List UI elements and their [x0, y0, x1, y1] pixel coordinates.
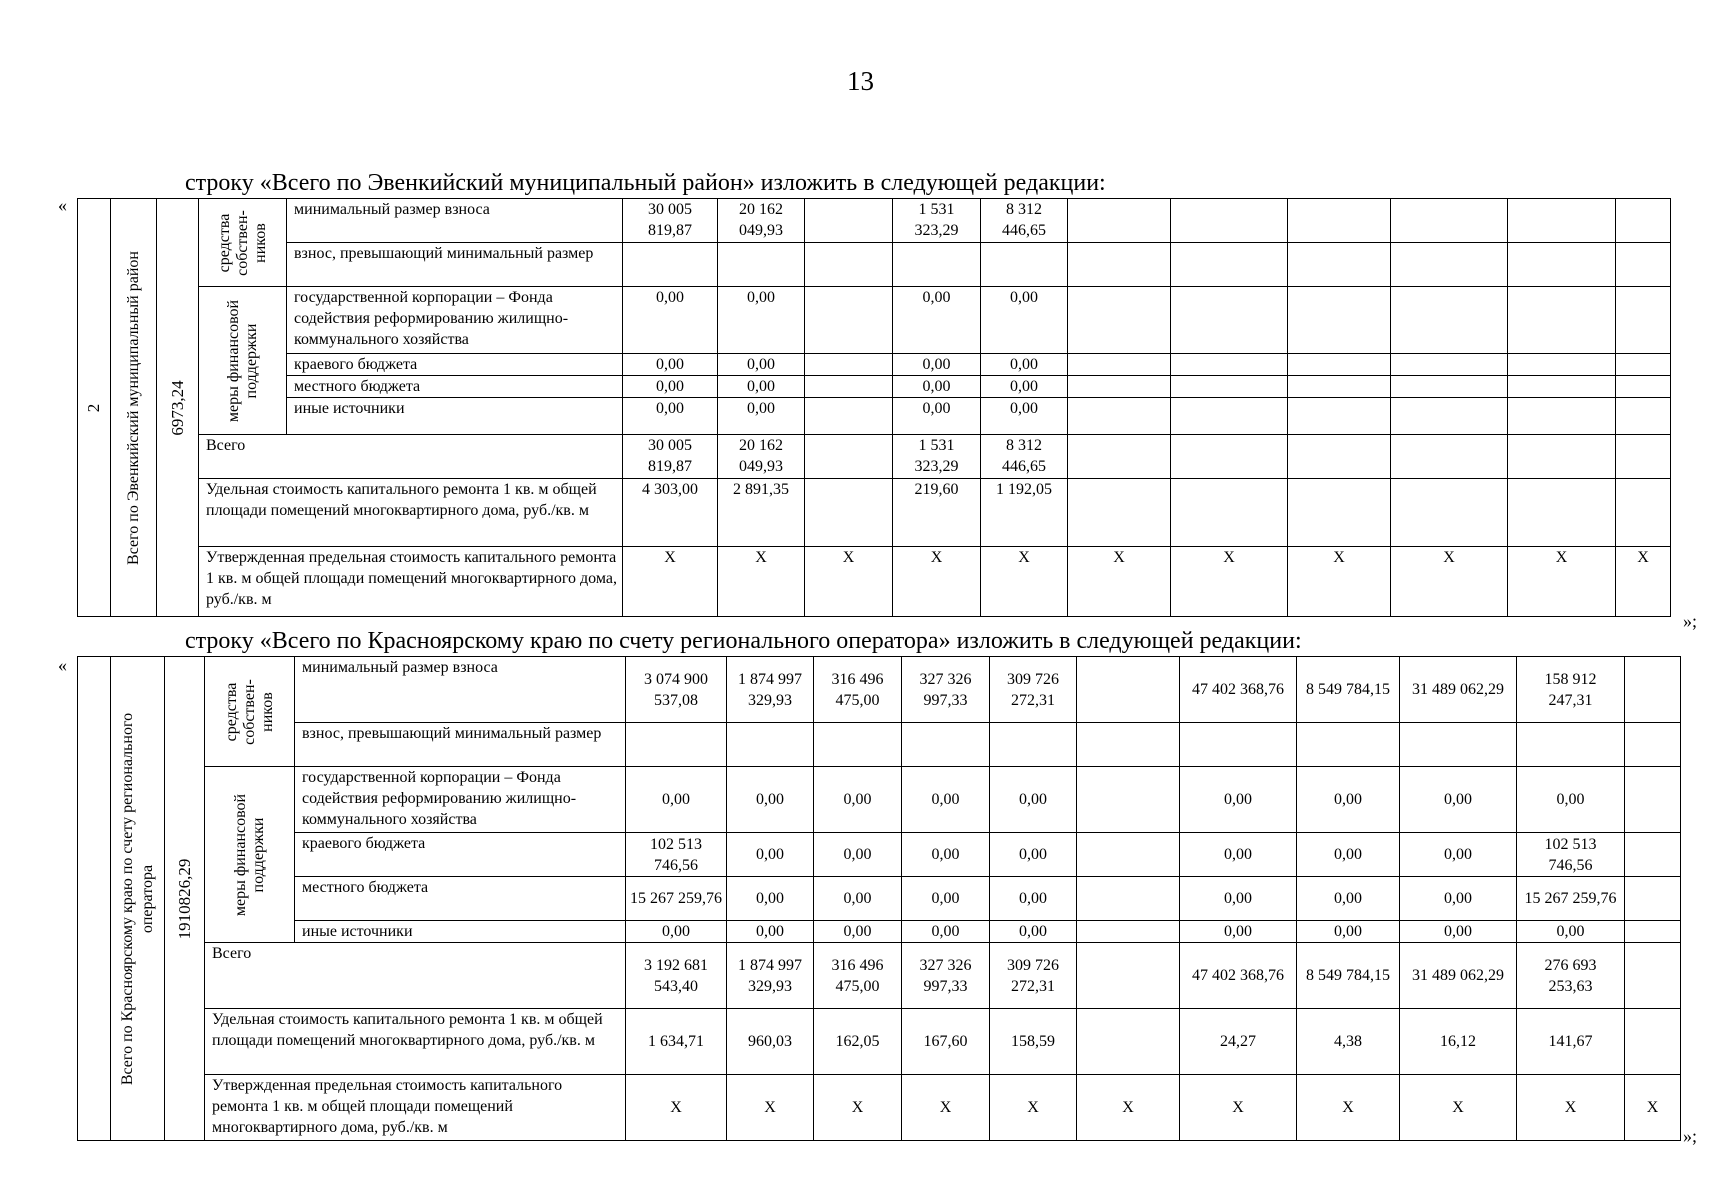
value-cell: 3 192 681 543,40	[626, 943, 727, 1009]
value-cell: X	[893, 547, 981, 617]
area-name-cell	[111, 657, 165, 1141]
value-cell	[1625, 943, 1681, 1009]
value-cell: 47 402 368,76	[1180, 943, 1297, 1009]
value-cell: 15 267 259,76	[1517, 877, 1625, 921]
row-label: государственной корпорации – Фонда содействия реформированию жилищно-коммунального хозяйства	[287, 287, 623, 354]
value-cell	[805, 398, 893, 435]
value-cell	[805, 243, 893, 287]
value-cell	[1077, 767, 1180, 833]
value-cell	[1171, 354, 1288, 376]
value-cell: 309 726 272,31	[990, 657, 1077, 723]
value-cell: 0,00	[718, 287, 805, 354]
row-label: местного бюджета	[295, 877, 626, 921]
value-cell: 158 912 247,31	[1517, 657, 1625, 723]
value-cell: 4,38	[1297, 1009, 1400, 1075]
value-cell	[1068, 199, 1171, 243]
value-cell: 0,00	[893, 287, 981, 354]
row-excess-contribution	[78, 243, 1671, 287]
value-cell: 8 312 446,65	[981, 435, 1068, 479]
value-cell	[623, 243, 718, 287]
value-cell	[1068, 376, 1171, 398]
value-cell: 0,00	[727, 833, 814, 877]
value-cell	[1171, 287, 1288, 354]
value-cell: X	[1171, 547, 1288, 617]
value-cell: 0,00	[814, 877, 902, 921]
row-unit-cost	[78, 1009, 1681, 1075]
value-cell: 0,00	[893, 376, 981, 398]
value-cell: 1 634,71	[626, 1009, 727, 1075]
value-cell	[1077, 723, 1180, 767]
value-cell	[1288, 479, 1391, 547]
value-cell: X	[1616, 547, 1671, 617]
row-label: взнос, превышающий минимальный размер	[287, 243, 623, 287]
value-cell	[1297, 723, 1400, 767]
value-cell: 0,00	[990, 833, 1077, 877]
area-name: Всего по Красноярскому краю по счету регионального оператора	[118, 712, 156, 1085]
row-label: Удельная стоимость капитального ремонта 1 кв. м общей площади помещений многоквартирного дома, руб./кв. м	[205, 1009, 626, 1075]
row-regional-budget	[78, 833, 1681, 877]
value-cell	[1616, 479, 1671, 547]
area-name-cell	[111, 199, 157, 617]
value-cell: 327 326 997,33	[902, 943, 990, 1009]
section2-body	[78, 657, 1681, 1141]
value-cell	[718, 243, 805, 287]
value-cell: X	[1077, 1075, 1180, 1141]
value-cell: 0,00	[990, 877, 1077, 921]
value-cell: 20 162 049,93	[718, 435, 805, 479]
value-cell: X	[1625, 1075, 1681, 1141]
value-cell: 0,00	[1517, 921, 1625, 943]
value-cell	[1077, 833, 1180, 877]
value-cell: X	[1508, 547, 1616, 617]
value-cell	[1077, 943, 1180, 1009]
row-min-contribution	[78, 199, 1671, 243]
value-cell	[990, 723, 1077, 767]
value-cell	[1288, 243, 1391, 287]
section1-heading: строку «Всего по Эвенкийский муниципальный район» изложить в следующей редакции:	[185, 170, 1106, 196]
row-label: Всего	[199, 435, 623, 479]
value-cell: X	[902, 1075, 990, 1141]
section2-heading: строку «Всего по Красноярскому краю по счету регионального оператора» изложить в следующей редакции:	[185, 628, 1302, 654]
value-cell: 1 874 997 329,93	[727, 943, 814, 1009]
support-cell	[205, 767, 295, 943]
value-cell	[1077, 1009, 1180, 1075]
value-cell: 0,00	[902, 877, 990, 921]
row-label: минимальный размер взноса	[295, 657, 626, 723]
value-cell: X	[814, 1075, 902, 1141]
value-cell: 0,00	[981, 287, 1068, 354]
row-label: Утвержденная предельная стоимость капитального ремонта 1 кв. м общей площади помещений многоквартирного дома, руб./кв. м	[205, 1075, 626, 1141]
value-cell: 0,00	[626, 921, 727, 943]
value-cell: 1 531 323,29	[893, 435, 981, 479]
value-cell: 0,00	[623, 287, 718, 354]
value-cell	[1508, 376, 1616, 398]
value-cell: 0,00	[1297, 833, 1400, 877]
value-cell: X	[1288, 547, 1391, 617]
value-cell: 0,00	[727, 921, 814, 943]
value-cell	[1288, 398, 1391, 435]
value-cell: 141,67	[1517, 1009, 1625, 1075]
value-cell: 327 326 997,33	[902, 657, 990, 723]
value-cell	[1625, 657, 1681, 723]
value-cell: 0,00	[981, 398, 1068, 435]
value-cell	[1180, 723, 1297, 767]
value-cell	[1391, 199, 1508, 243]
value-cell: 158,59	[990, 1009, 1077, 1075]
row-label: Утвержденная предельная стоимость капитального ремонта 1 кв. м общей площади помещений многоквартирного дома, руб./кв. м	[199, 547, 623, 617]
value-cell	[1391, 479, 1508, 547]
value-cell	[1171, 199, 1288, 243]
value-cell	[1171, 435, 1288, 479]
value-cell: X	[727, 1075, 814, 1141]
value-cell	[805, 354, 893, 376]
section2-close-quote: »;	[1683, 1126, 1698, 1146]
value-cell: 30 005 819,87	[623, 435, 718, 479]
value-cell: 31 489 062,29	[1400, 657, 1517, 723]
value-cell: 20 162 049,93	[718, 199, 805, 243]
row-regional-budget	[78, 354, 1671, 376]
value-cell: 3 074 900 537,08	[626, 657, 727, 723]
value-cell: 0,00	[902, 833, 990, 877]
value-cell	[1616, 435, 1671, 479]
value-cell: X	[626, 1075, 727, 1141]
row-total	[78, 435, 1671, 479]
row-other-sources	[78, 921, 1681, 943]
area-value-cell	[165, 657, 205, 1141]
value-cell	[1171, 243, 1288, 287]
value-cell	[1616, 354, 1671, 376]
value-cell	[1508, 287, 1616, 354]
section1-body	[78, 199, 1671, 617]
row-state-corp	[78, 287, 1671, 354]
value-cell: 0,00	[893, 398, 981, 435]
value-cell: 0,00	[814, 921, 902, 943]
value-cell: X	[623, 547, 718, 617]
page-number: 13	[847, 66, 874, 96]
value-cell: 8 549 784,15	[1297, 657, 1400, 723]
support-label: меры финансовой поддержки	[224, 299, 260, 422]
value-cell: X	[1297, 1075, 1400, 1141]
value-cell: 0,00	[727, 877, 814, 921]
value-cell: 0,00	[718, 354, 805, 376]
value-cell	[626, 723, 727, 767]
row-label: минимальный размер взноса	[287, 199, 623, 243]
value-cell: 2 891,35	[718, 479, 805, 547]
row-state-corp	[78, 767, 1681, 833]
value-cell	[1068, 435, 1171, 479]
value-cell: 0,00	[902, 767, 990, 833]
value-cell: 0,00	[1180, 833, 1297, 877]
value-cell: 15 267 259,76	[626, 877, 727, 921]
value-cell	[1616, 398, 1671, 435]
row-local-budget	[78, 877, 1681, 921]
value-cell	[1625, 921, 1681, 943]
value-cell	[1077, 657, 1180, 723]
value-cell: 0,00	[814, 833, 902, 877]
value-cell	[1391, 243, 1508, 287]
row-label: местного бюджета	[287, 376, 623, 398]
value-cell	[805, 479, 893, 547]
value-cell	[1288, 287, 1391, 354]
value-cell	[1171, 479, 1288, 547]
value-cell: X	[1068, 547, 1171, 617]
value-cell: 0,00	[981, 376, 1068, 398]
value-cell: 0,00	[1400, 877, 1517, 921]
value-cell: 0,00	[626, 767, 727, 833]
value-cell: 0,00	[1517, 767, 1625, 833]
support-cell	[199, 287, 287, 435]
value-cell: 0,00	[814, 767, 902, 833]
value-cell	[1508, 435, 1616, 479]
row-label: Всего	[205, 943, 626, 1009]
row-local-budget	[78, 376, 1671, 398]
value-cell	[1068, 354, 1171, 376]
value-cell	[1171, 398, 1288, 435]
owner-funds-label: средства собствен-ников	[222, 678, 276, 745]
value-cell: 24,27	[1180, 1009, 1297, 1075]
value-cell	[805, 435, 893, 479]
value-cell: 1 531 323,29	[893, 199, 981, 243]
value-cell: 0,00	[623, 354, 718, 376]
value-cell: 1 874 997 329,93	[727, 657, 814, 723]
value-cell	[1616, 199, 1671, 243]
value-cell	[893, 243, 981, 287]
area-value-cell	[157, 199, 199, 617]
value-cell: 31 489 062,29	[1400, 943, 1517, 1009]
value-cell: 276 693 253,63	[1517, 943, 1625, 1009]
section1-open-quote: «	[58, 195, 67, 215]
value-cell: 0,00	[1180, 921, 1297, 943]
value-cell: 0,00	[718, 398, 805, 435]
value-cell: 0,00	[623, 376, 718, 398]
value-cell: 8 549 784,15	[1297, 943, 1400, 1009]
value-cell	[1077, 877, 1180, 921]
value-cell	[1400, 723, 1517, 767]
owner-funds-cell	[199, 199, 287, 287]
value-cell: 102 513 746,56	[1517, 833, 1625, 877]
row-label: краевого бюджета	[287, 354, 623, 376]
row-label: краевого бюджета	[295, 833, 626, 877]
value-cell	[805, 199, 893, 243]
value-cell: 4 303,00	[623, 479, 718, 547]
value-cell	[1508, 354, 1616, 376]
value-cell	[1077, 921, 1180, 943]
value-cell: 0,00	[990, 767, 1077, 833]
value-cell	[1625, 833, 1681, 877]
support-label: меры финансовой поддержки	[231, 793, 267, 916]
value-cell	[1288, 435, 1391, 479]
value-cell: X	[990, 1075, 1077, 1141]
value-cell	[1391, 398, 1508, 435]
section2-table	[77, 656, 1681, 1141]
area-value: 6973,24	[167, 379, 187, 436]
value-cell	[1391, 287, 1508, 354]
value-cell	[1616, 287, 1671, 354]
row-total	[78, 943, 1681, 1009]
value-cell: X	[718, 547, 805, 617]
value-cell	[1508, 479, 1616, 547]
value-cell: X	[1391, 547, 1508, 617]
value-cell	[1625, 877, 1681, 921]
row-limit-cost	[78, 1075, 1681, 1141]
row-excess-contribution	[78, 723, 1681, 767]
value-cell: 16,12	[1400, 1009, 1517, 1075]
row-min-contribution	[78, 657, 1681, 723]
value-cell: 316 496 475,00	[814, 943, 902, 1009]
value-cell	[1068, 243, 1171, 287]
value-cell	[1288, 376, 1391, 398]
value-cell	[805, 376, 893, 398]
value-cell: 960,03	[727, 1009, 814, 1075]
row-label: иные источники	[295, 921, 626, 943]
row-limit-cost	[78, 547, 1671, 617]
value-cell: X	[1400, 1075, 1517, 1141]
value-cell: 0,00	[718, 376, 805, 398]
area-value: 1910826,29	[174, 858, 194, 939]
value-cell	[1508, 243, 1616, 287]
value-cell: 0,00	[1400, 833, 1517, 877]
value-cell: X	[981, 547, 1068, 617]
value-cell	[1616, 376, 1671, 398]
value-cell: 167,60	[902, 1009, 990, 1075]
value-cell	[814, 723, 902, 767]
row-number-cell	[78, 657, 111, 1141]
value-cell: 47 402 368,76	[1180, 657, 1297, 723]
value-cell	[727, 723, 814, 767]
value-cell	[1517, 723, 1625, 767]
value-cell: 0,00	[1180, 767, 1297, 833]
row-unit-cost	[78, 479, 1671, 547]
row-label: взнос, превышающий минимальный размер	[295, 723, 626, 767]
owner-funds-cell	[205, 657, 295, 767]
value-cell	[902, 723, 990, 767]
value-cell	[1508, 398, 1616, 435]
section1-table	[77, 198, 1671, 617]
value-cell: 219,60	[893, 479, 981, 547]
value-cell	[1288, 199, 1391, 243]
value-cell	[1391, 354, 1508, 376]
value-cell	[1391, 376, 1508, 398]
value-cell: 162,05	[814, 1009, 902, 1075]
value-cell	[1508, 199, 1616, 243]
value-cell: 0,00	[623, 398, 718, 435]
area-name: Всего по Эвенкийский муниципальный район	[124, 250, 142, 565]
value-cell: 0,00	[981, 354, 1068, 376]
row-label: Удельная стоимость капитального ремонта 1 кв. м общей площади помещений многоквартирного дома, руб./кв. м	[199, 479, 623, 547]
value-cell	[805, 287, 893, 354]
row-label: иные источники	[287, 398, 623, 435]
value-cell: 102 513 746,56	[626, 833, 727, 877]
value-cell	[1625, 723, 1681, 767]
owner-funds-label: средства собствен-ников	[215, 209, 269, 276]
value-cell: 309 726 272,31	[990, 943, 1077, 1009]
row-label: государственной корпорации – Фонда содействия реформированию жилищно-коммунального хозяйства	[295, 767, 626, 833]
value-cell: 0,00	[902, 921, 990, 943]
value-cell	[981, 243, 1068, 287]
value-cell	[1625, 767, 1681, 833]
value-cell: 0,00	[893, 354, 981, 376]
value-cell	[1068, 479, 1171, 547]
value-cell: X	[805, 547, 893, 617]
value-cell: 0,00	[1400, 767, 1517, 833]
value-cell: 0,00	[1297, 877, 1400, 921]
value-cell: 0,00	[1297, 767, 1400, 833]
value-cell	[1068, 398, 1171, 435]
value-cell: 0,00	[1400, 921, 1517, 943]
section2-open-quote: «	[58, 655, 67, 675]
value-cell: 316 496 475,00	[814, 657, 902, 723]
value-cell	[1171, 376, 1288, 398]
value-cell: 0,00	[727, 767, 814, 833]
value-cell: 0,00	[990, 921, 1077, 943]
value-cell: X	[1517, 1075, 1625, 1141]
value-cell: 30 005 819,87	[623, 199, 718, 243]
section1-close-quote: »;	[1683, 611, 1698, 631]
value-cell	[1288, 354, 1391, 376]
value-cell	[1068, 287, 1171, 354]
value-cell	[1616, 243, 1671, 287]
row-number: 2	[84, 403, 103, 412]
value-cell: 8 312 446,65	[981, 199, 1068, 243]
value-cell: 0,00	[1180, 877, 1297, 921]
value-cell: 1 192,05	[981, 479, 1068, 547]
value-cell	[1625, 1009, 1681, 1075]
value-cell: 0,00	[1297, 921, 1400, 943]
row-other-sources	[78, 398, 1671, 435]
value-cell: X	[1180, 1075, 1297, 1141]
row-number-cell	[78, 199, 111, 617]
value-cell	[1391, 435, 1508, 479]
